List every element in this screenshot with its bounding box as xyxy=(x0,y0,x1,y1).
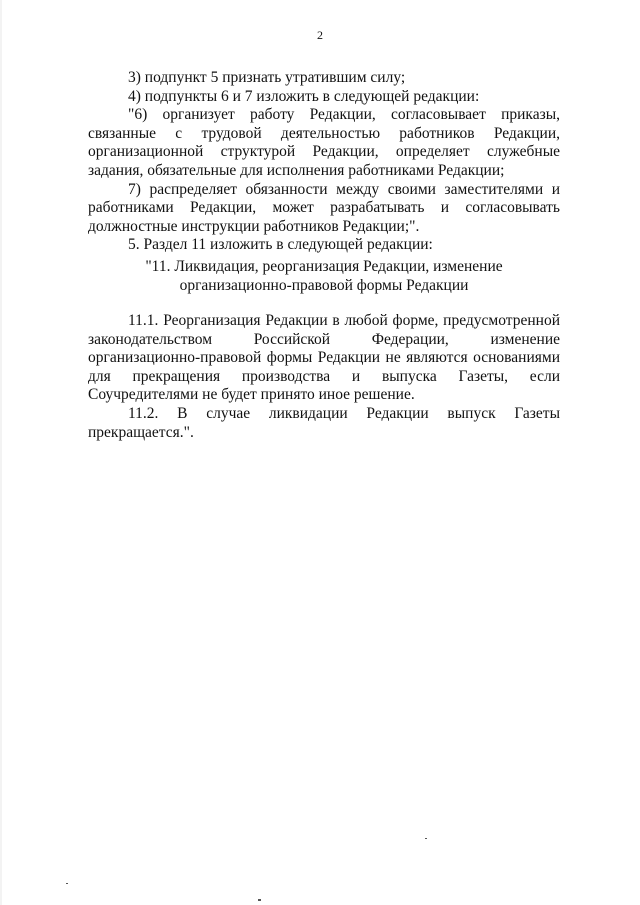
paragraph-item-5: 5. Раздел 11 изложить в следующей редакции: xyxy=(128,236,433,254)
scan-speck xyxy=(425,838,427,839)
section-11-body xyxy=(88,312,560,442)
paragraph-item-4: 4) подпункты 6 и 7 изложить в следующей редакции: xyxy=(128,87,480,105)
scan-left-edge xyxy=(0,0,2,905)
page-number: 2 xyxy=(317,28,323,42)
clause-11-1: 11.1. Реорганизация Редакции в любой форме, предусмотренной законодательством Российской Федерации, изменение организационно-правовой формы Редакции не являются основаниями для прекращения производства и выпуска Газеты, если Соучредителями не будет принято иное решение. xyxy=(88,312,560,404)
scan-speck xyxy=(66,883,68,884)
section-11-heading xyxy=(88,258,560,295)
scan-speck xyxy=(258,899,261,901)
section-heading-line-1: "11. Ликвидация, реорганизация Редакции, изменение xyxy=(145,258,503,275)
paragraph-item-3: 3) подпункт 5 признать утратившим силу; xyxy=(128,69,406,86)
section-heading-line-2: организационно-правовой формы Редакции xyxy=(179,276,469,294)
paragraph-subitem-7: 7) распределяет обязанности между своими заместителями и работниками Редакции, может разрабатывать и согласовывать должностные инструкции работников Редакции;". xyxy=(88,180,560,235)
paragraph-subitem-6: "6) организует работу Редакции, согласовывает приказы, связанные с трудовой деятельностью работников Редакции, организационной структурой Редакции, определяет служебные задания, обязательные для исполнения работниками Редакции; xyxy=(88,106,560,179)
clause-11-2: 11.2. В случае ликвидации Редакции выпуск Газеты прекращается.". xyxy=(88,404,560,441)
document-body xyxy=(88,69,560,255)
